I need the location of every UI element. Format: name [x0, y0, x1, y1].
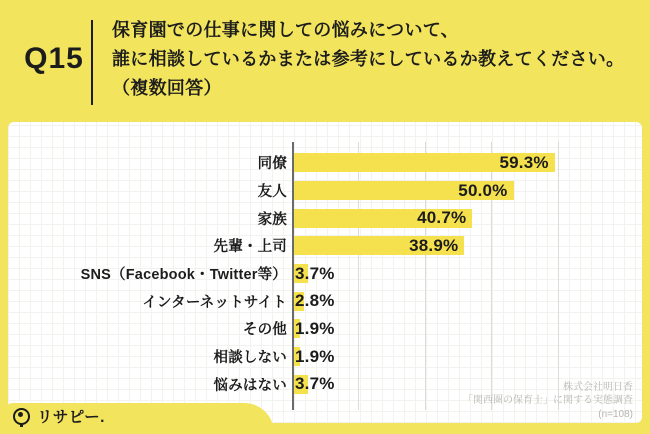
category-label: インターネットサイト	[142, 294, 287, 311]
bar-value: 3.7%	[295, 263, 335, 283]
bar-value: 1.9%	[295, 318, 335, 338]
bar-area	[292, 260, 640, 288]
bar-area	[292, 315, 640, 343]
bar-row	[8, 343, 640, 371]
category-label: 同僚	[257, 156, 287, 173]
chart-card	[8, 122, 642, 423]
chart-axis-line	[292, 142, 294, 410]
brand-bubble	[4, 403, 274, 434]
question-line-2: 誰に相談しているかまたは参考にしているか教えてください。	[112, 49, 625, 69]
bar-value: 40.7%	[417, 208, 467, 228]
source-line-2: 「関西圏の保育士」に関する実態調査	[463, 395, 633, 406]
risapi-eye-pin-icon	[13, 408, 30, 425]
bar-value: 3.7%	[295, 374, 335, 394]
bar-value: 2.8%	[295, 291, 335, 311]
category-label: 家族	[257, 211, 287, 228]
header-divider	[91, 20, 93, 105]
category-label: 悩みはない	[213, 377, 287, 394]
category-label: 先輩・上司	[213, 239, 287, 256]
bar-row	[8, 315, 640, 343]
bar-area	[292, 343, 640, 371]
category-label: 友人	[257, 184, 287, 201]
bar-row	[8, 204, 640, 232]
source-line-1: 株式会社明日香	[563, 381, 633, 393]
bar-row	[8, 232, 640, 260]
bar-value: 50.0%	[458, 180, 508, 200]
bar-area	[292, 232, 640, 260]
question-text	[112, 16, 624, 103]
bar-value: 38.9%	[409, 235, 459, 255]
bar-area	[292, 177, 640, 205]
question-line-1: 保育園での仕事に関しての悩みについて、	[112, 20, 459, 40]
bar-row	[8, 260, 640, 288]
category-label: 相談しない	[213, 350, 287, 367]
question-number: Q15	[24, 42, 84, 75]
bar-value: 59.3%	[499, 152, 549, 172]
bar-value: 1.9%	[295, 346, 335, 366]
bar-row	[8, 149, 640, 177]
bar-area	[292, 287, 640, 315]
bar-area	[292, 149, 640, 177]
bar-rows	[8, 149, 640, 398]
category-label: SNS（Facebook・Twitter等）	[80, 267, 287, 284]
bar-row	[8, 177, 640, 205]
question-header	[0, 0, 650, 122]
brand-logo	[13, 405, 105, 427]
question-line-3: （複数回答）	[112, 78, 222, 98]
source-note	[463, 381, 633, 422]
category-label: その他	[242, 322, 287, 339]
bar-area	[292, 204, 640, 232]
bar-row	[8, 287, 640, 315]
source-line-3: (n=108)	[598, 408, 633, 420]
brand-name: リサピー.	[37, 409, 105, 426]
